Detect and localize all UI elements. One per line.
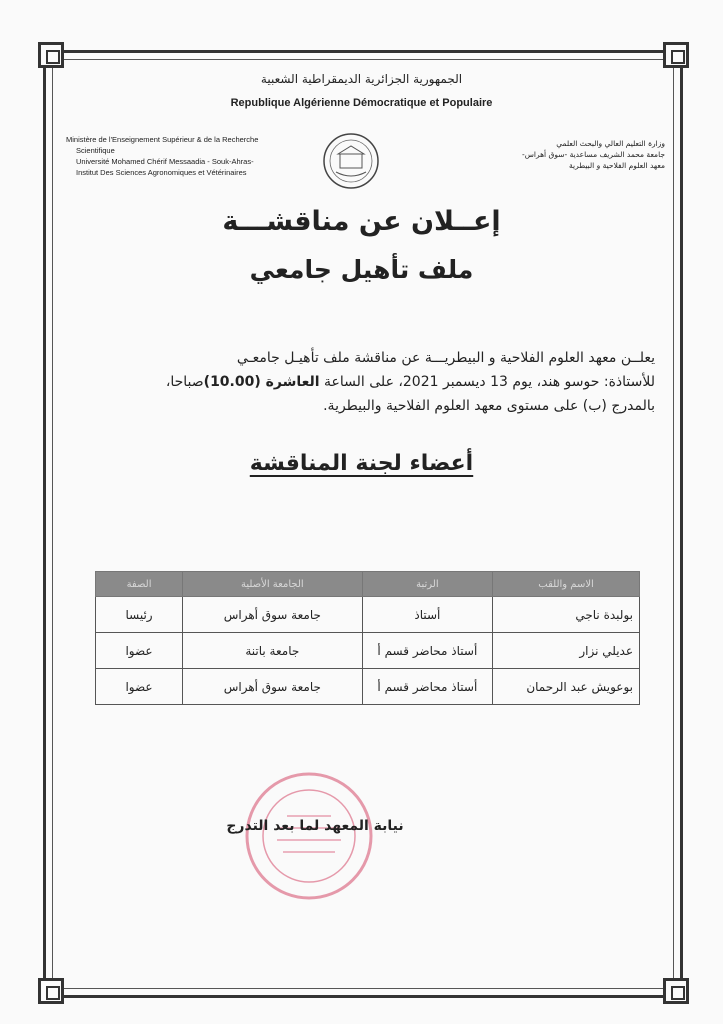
announcement-text: صباحا، [165, 374, 204, 390]
header-left-line: Institut Des Sciences Agronomiques et Vétérinaires [76, 168, 247, 177]
border-corner-ornament [663, 42, 689, 68]
committee-heading [0, 451, 723, 476]
committee-title: أعضاء لجنة المناقشة [249, 451, 474, 476]
header-right-institution [455, 138, 665, 171]
header-right-line: معهد العلوم الفلاحية و البيطرية [568, 161, 665, 170]
member-role: رئيسا [96, 597, 183, 633]
table-row [96, 597, 640, 633]
column-header-university: الجامعة الأصلية [183, 572, 363, 597]
table-row [96, 669, 640, 705]
signature-label: نيابة المعهد لما بعد التدرج [226, 818, 404, 834]
header-arabic-title: الجمهورية الجزائرية الديمقراطية الشعبية [260, 72, 463, 86]
member-name: بوعويش عبد الرحمان [493, 669, 640, 705]
header-right-line: جامعة محمد الشريف مساعدية -سوق أهراس- [522, 150, 665, 159]
member-role: عضوا [96, 669, 183, 705]
border-corner-ornament [38, 42, 64, 68]
header-left-line: Scientifique [76, 146, 115, 155]
member-role: عضوا [96, 633, 183, 669]
table-row [96, 633, 640, 669]
border-corner-ornament [38, 978, 64, 1004]
member-university: جامعة سوق أهراس [183, 597, 363, 633]
header-left-line: Université Mohamed Chérif Messaadia - Souk-Ahras- [76, 157, 254, 166]
border-corner-ornament [663, 978, 689, 1004]
official-stamp-icon [243, 770, 375, 902]
university-logo-icon [322, 132, 380, 190]
announcement-body [95, 346, 655, 418]
header-right-line: وزارة التعليم العالي والبحث العلمي [556, 139, 665, 148]
member-rank: أستاذ [362, 597, 493, 633]
member-name: عديلي نزار [493, 633, 640, 669]
announcement-subtitle: ملف تأهيل جامعي [249, 255, 474, 284]
announcement-time: العاشرة (10.00) [203, 374, 320, 390]
member-university: جامعة سوق أهراس [183, 669, 363, 705]
header-left-line: Ministère de l'Enseignement Supérieur & de la Recherche [66, 135, 259, 144]
announcement-line: يعلــن معهد العلوم الفلاحية و البيطريـــة عن مناقشة ملف تأهيـل جامعـي [236, 350, 655, 366]
member-university: جامعة باتنة [183, 633, 363, 669]
header-left-institution [66, 134, 316, 178]
table-header-row [96, 572, 640, 597]
announcement-line [95, 370, 655, 394]
column-header-rank: الرتبة [362, 572, 493, 597]
column-header-name: الاسم واللقب [493, 572, 640, 597]
committee-table [95, 571, 640, 705]
column-header-role: الصفة [96, 572, 183, 597]
member-rank: أستاذ محاضر قسم أ [362, 633, 493, 669]
announcement-line: بالمدرج (ب) على مستوى معهد العلوم الفلاحية والبيطرية. [323, 398, 655, 414]
announcement-title: إعــلان عن مناقشـــة [222, 206, 501, 237]
announcement-text: للأستاذة: حوسو هند، يوم 13 ديسمبر 2021، على الساعة [319, 374, 655, 390]
member-name: بولبدة ناجي [493, 597, 640, 633]
header-french-title: Republique Algérienne Démocratique et Populaire [230, 97, 493, 109]
member-rank: أستاذ محاضر قسم أ [362, 669, 493, 705]
